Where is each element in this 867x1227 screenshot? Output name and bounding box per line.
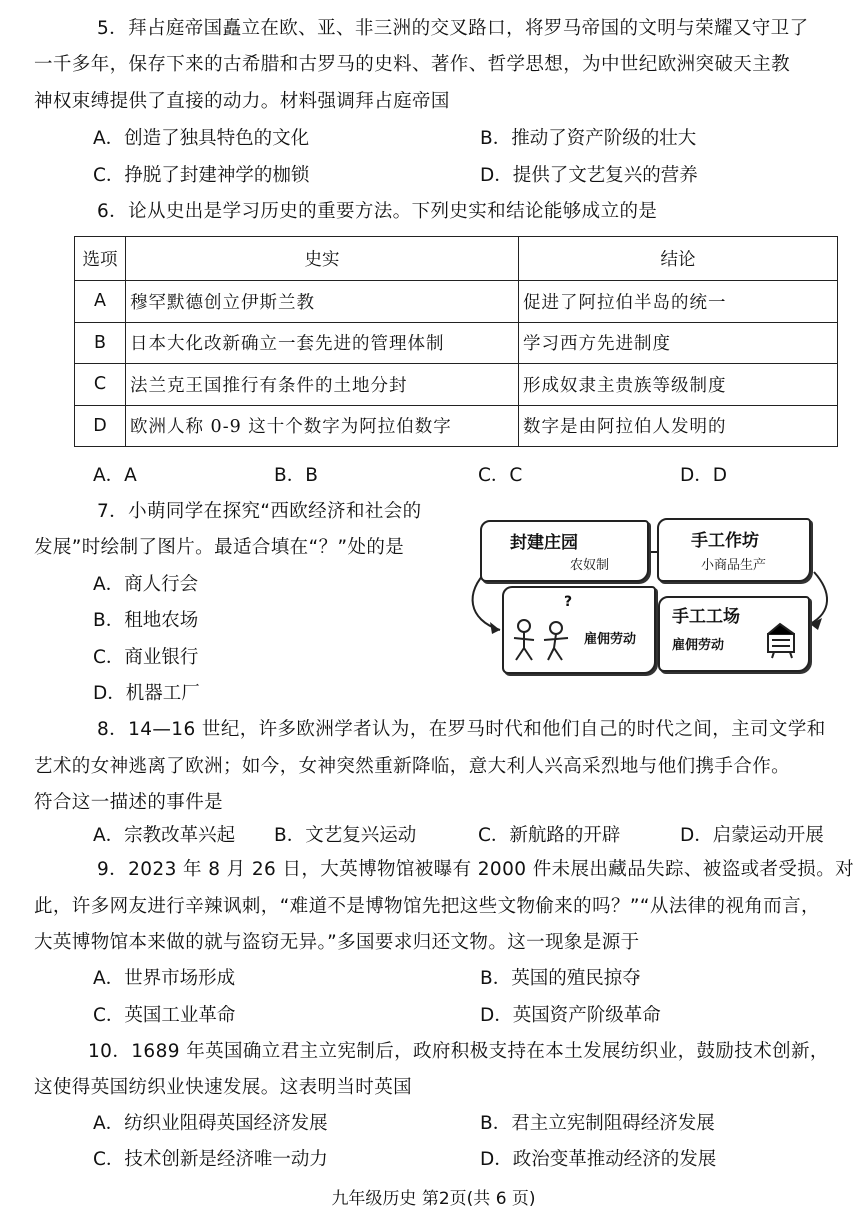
q5-option-c: C．挣脱了封建神学的枷锁 [93,165,310,186]
table-cell-fact: 穆罕默德创立伊斯兰教 [126,281,519,323]
card-manual-factory-sub: 雇佣劳动 [672,638,725,653]
q8-stem-line-2: 艺术的女神逃离了欧洲；如今，女神突然重新降临，意大利人兴高采烈地与他们携手合作。 [34,756,791,777]
loom-icon [764,620,800,660]
card-workshop-sub: 小商品生产 [701,558,767,573]
q10-option-a: A．纺织业阻碍英国经济发展 [93,1113,328,1134]
q7-option-a: A．商人行会 [93,574,199,595]
table-row [75,405,838,447]
q6-option-c: C．C [478,465,523,486]
q9-option-b: B．英国的殖民掠夺 [480,968,641,989]
q5-stem-line-2: 一千多年，保存下来的古希腊和古罗马的史料、著作、哲学思想，为中世纪欧洲突破天主教 [34,54,791,75]
workers-icon [510,618,580,662]
q9-option-a: A．世界市场形成 [93,968,236,989]
card-unknown-mark: ? [564,594,573,610]
card-workshop [657,518,811,582]
card-unknown [502,586,656,674]
table-header-row [75,237,838,281]
card-manual-factory-title: 手工工场 [672,607,740,627]
table-cell-option: D [75,405,126,447]
table-row [75,322,838,364]
q8-stem-line-1: 8．14—16 世纪，许多欧洲学者认为，在罗马时代和他们自己的时代之间，主司文学和 [97,719,826,740]
q8-stem-line-3: 符合这一描述的事件是 [34,792,224,813]
q7-stem-line-1: 7．小萌同学在探究“西欧经济和社会的 [97,501,422,522]
table-cell-conclusion: 数字是由阿拉伯人发明的 [519,405,838,447]
table-cell-conclusion: 学习西方先进制度 [519,322,838,364]
table-cell-conclusion: 促进了阿拉伯半岛的统一 [519,281,838,323]
table-cell-option: A [75,281,126,323]
table-header-conclusion: 结论 [519,237,838,281]
q7-figure [470,512,838,684]
q7-option-c: C．商业银行 [93,647,199,668]
table-header-fact: 史实 [126,237,519,281]
q5-option-d: D．提供了文艺复兴的营养 [480,165,698,186]
q9-option-d: D．英国资产阶级革命 [480,1005,661,1026]
card-feudal-manor-sub: 农奴制 [570,558,610,573]
table-cell-fact: 日本大化改新确立一套先进的管理体制 [126,322,519,364]
q6-option-b: B．B [274,465,318,486]
card-manual-factory [658,596,810,672]
page-footer: 九年级历史 第2页(共 6 页) [331,1189,536,1209]
q8-option-d: D．启蒙运动开展 [680,825,824,846]
card-workshop-title: 手工作坊 [691,531,759,551]
q6-table [74,236,838,447]
table-cell-conclusion: 形成奴隶主贵族等级制度 [519,364,838,406]
table-row [75,281,838,323]
q8-option-b: B．文艺复兴运动 [274,825,417,846]
table-cell-option: C [75,364,126,406]
q9-stem-line-3: 大英博物馆本来做的就与盗窃无异。”多国要求归还文物。这一现象是源于 [34,932,640,953]
table-row [75,364,838,406]
q10-option-b: B．君主立宪制阻碍经济发展 [480,1113,715,1134]
q5-stem-line-3: 神权束缚提供了直接的动力。材料强调拜占庭帝国 [34,91,450,112]
q5-option-a: A．创造了独具特色的文化 [93,128,310,149]
table-cell-option: B [75,322,126,364]
table-header-option: 选项 [75,237,126,281]
q7-option-d: D．机器工厂 [93,683,200,704]
q8-option-c: C．新航路的开辟 [478,825,621,846]
q7-option-b: B．租地农场 [93,610,199,631]
q6-option-a: A．A [93,465,137,486]
table-cell-fact: 法兰克王国推行有条件的土地分封 [126,364,519,406]
q10-option-d: D．政治变革推动经济的发展 [480,1149,717,1170]
q9-stem-line-2: 此，许多网友进行辛辣讽刺，“难道不是博物馆先把这些文物偷来的吗？”“从法律的视角而言， [34,896,820,917]
q6-stem: 6．论从史出是学习历史的重要方法。下列史实和结论能够成立的是 [97,201,658,222]
q10-stem-line-1: 10．1689 年英国确立君主立宪制后，政府积极支持在本土发展纺织业，鼓励技术创新， [88,1041,829,1062]
q6-option-d: D．D [680,465,727,486]
table-cell-fact: 欧洲人称 0-9 这十个数字为阿拉伯数字 [126,405,519,447]
q9-stem-line-1: 9．2023 年 8 月 26 日，大英博物馆被曝有 2000 件未展出藏品失踪、被盗或者受损。对 [97,859,855,880]
card-feudal-manor [480,520,649,582]
card-unknown-sub: 雇佣劳动 [584,632,637,647]
q5-stem-line-1: 5．拜占庭帝国矗立在欧、亚、非三洲的交叉路口，将罗马帝国的文明与荣耀又守卫了 [97,18,809,39]
card-feudal-manor-title: 封建庄园 [510,533,578,553]
q8-option-a: A．宗教改革兴起 [93,825,236,846]
q9-option-c: C．英国工业革命 [93,1005,236,1026]
q10-option-c: C．技术创新是经济唯一动力 [93,1149,328,1170]
q10-stem-line-2: 这使得英国纺织业快速发展。这表明当时英国 [34,1077,413,1098]
q7-stem-line-2: 发展”时绘制了图片。最适合填在“？”处的是 [34,537,405,558]
q5-option-b: B．推动了资产阶级的壮大 [480,128,697,149]
